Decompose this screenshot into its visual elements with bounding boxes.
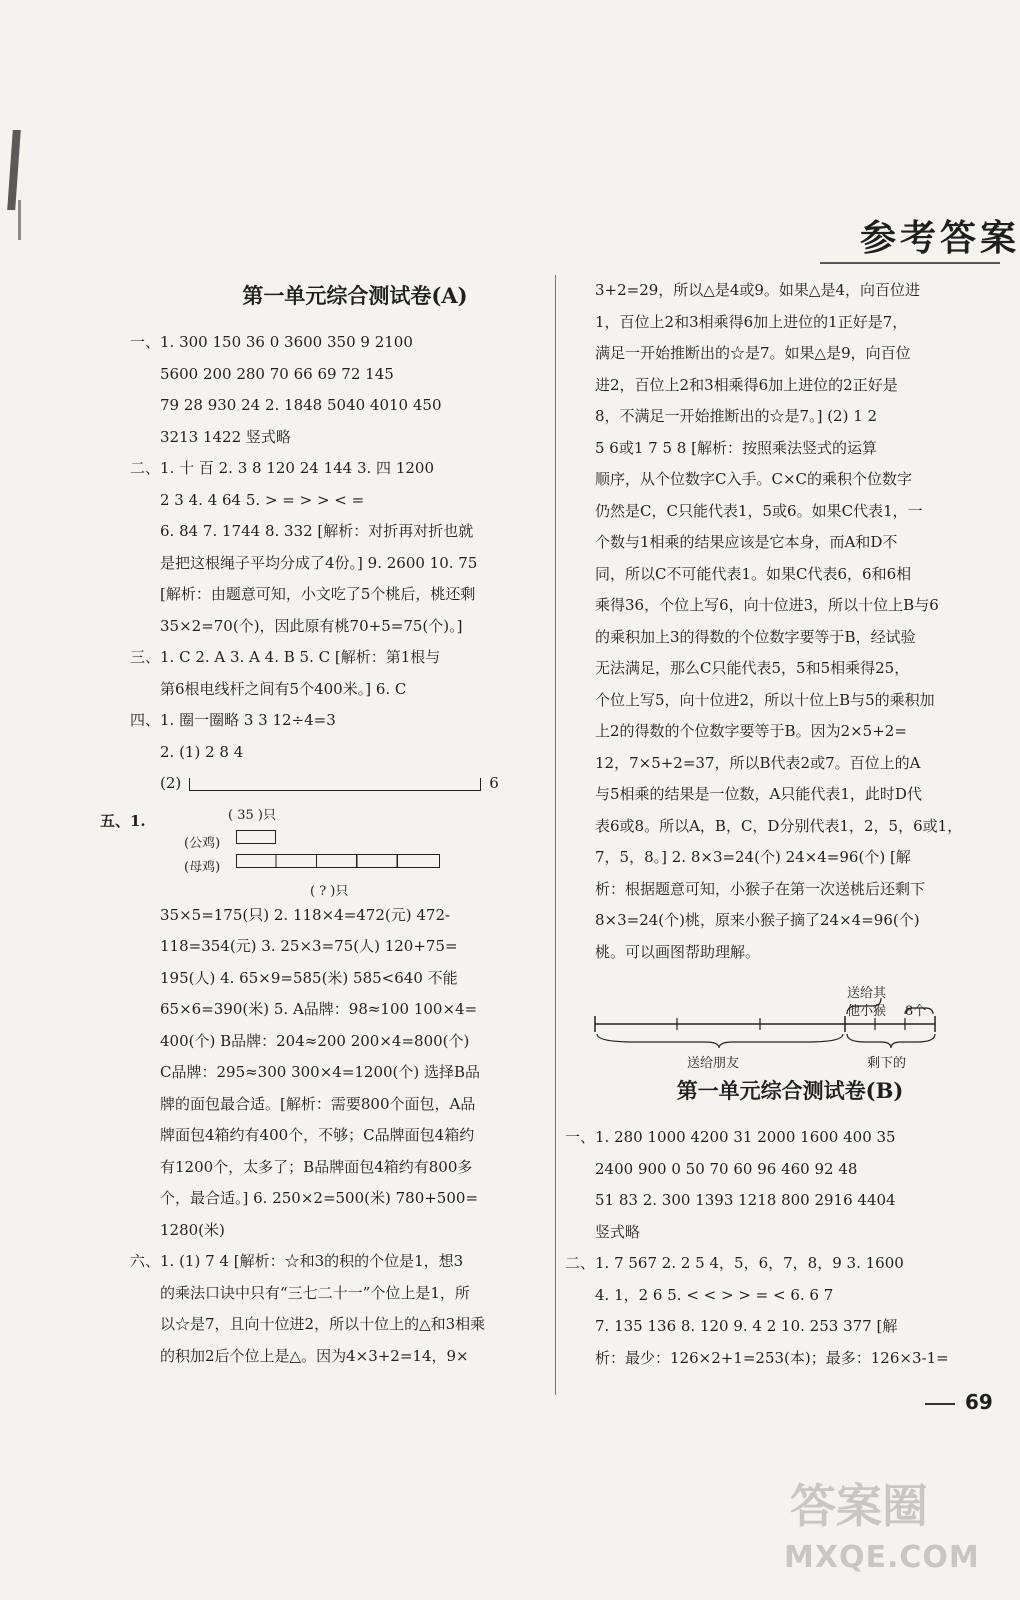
answer-line: 牌的面包最合适。[解析：需要800个面包，A品	[160, 1094, 476, 1113]
answer-line: 51 83 2. 300 1393 1218 800 2916 4404	[595, 1191, 896, 1209]
answer-line: 5 6或1 7 5 8 [解析：按照乘法竖式的运算	[595, 438, 877, 457]
answer-line: 一、1. 280 1000 4200 31 2000 1600 400 35	[565, 1128, 896, 1146]
answer-line: 进2，百位上2和3相乘得6加上进位的2正好是	[595, 375, 898, 394]
scan-edge-mark-small	[18, 200, 21, 240]
hen-label: (母鸡)	[184, 859, 221, 875]
answer-line: 二、1. 十 百 2. 3 8 120 24 144 3. 四 1200	[130, 459, 434, 477]
answer-line: 7，5，8。] 2. 8×3=24(个) 24×4=96(个) [解	[595, 848, 911, 866]
answer-line: 的乘积加上3的得数的个位数字要等于B，经试验	[595, 627, 916, 646]
hen-bar	[236, 854, 440, 868]
answer-line: 析：最少：126×2+1=253(本)；最多：126×3-1=	[595, 1348, 949, 1367]
answer-line: [解析：由题意可知，小文吃了5个桃后，桃还剩	[160, 585, 476, 603]
answer-line: 的乘法口诀中只有“三七二十一”个位上是1，所	[160, 1283, 470, 1302]
rooster-label: (公鸡)	[184, 835, 221, 851]
answer-line: 35×5=175(只) 2. 118×4=472(元) 472-	[160, 905, 451, 924]
right-column	[565, 275, 985, 1374]
answer-line: 79 28 930 24 2. 1848 5040 4010 450	[160, 396, 442, 414]
watermark-text-url: MXQE.COM	[784, 1540, 980, 1575]
scan-edge-mark	[7, 130, 21, 210]
answer-line: 3+2=29，所以△是4或9。如果△是4，向百位进	[595, 281, 921, 299]
answer-line: 1，百位上2和3相乘得6加上进位的1正好是7，	[595, 312, 908, 331]
answer-line: 以☆是7，且向十位进2，所以十位上的△和3相乘	[160, 1315, 486, 1333]
answer-line: 6. 84 7. 1744 8. 332 [解析：对折再对折也就	[160, 522, 474, 540]
answer-line: 8×3=24(个)桃，原来小猴子摘了24×4=96(个)	[595, 911, 920, 929]
left-column	[100, 275, 550, 1372]
answer-line: 表6或8。所以A，B，C，D分别代表1，2，5，6或1，	[595, 816, 963, 835]
answer-line: 三、1. C 2. A 3. A 4. B 5. C [解析：第1根与	[130, 648, 441, 666]
answer-line: 个数与1相乘的结果应该是它本身，而A和D不	[595, 533, 898, 551]
monkey-friends-label: 送给朋友	[687, 1056, 740, 1071]
watermark-text-cn: 答案圈	[790, 1479, 928, 1533]
line-segment-figure	[189, 778, 481, 791]
watermark-logo	[780, 1470, 990, 1590]
monkey-top-label-1: 送给其	[847, 986, 887, 1001]
answer-line: 400(个) B品牌：204≈200 200×4=800(个)	[160, 1031, 470, 1050]
answer-line: 仍然是C，C只能代表1，5或6。如果C代表1，一	[595, 501, 923, 520]
answer-line: 同，所以C不可能代表1。如果C代表6，6和6相	[595, 564, 912, 583]
answer-line: 的积加2后个位上是△。因为4×3+2=14，9×	[160, 1346, 469, 1365]
monkey-left-label: 剩下的	[867, 1056, 907, 1071]
answer-line: 2. (1) 2 8 4	[160, 742, 244, 761]
answer-line: 118=354(元) 3. 25×3=75(人) 120+75=	[160, 937, 458, 955]
page-header-title: 参考答案	[860, 217, 1020, 259]
section-title-a: 第一单元综合测试卷(A)	[242, 283, 468, 308]
answer-line: 2400 900 0 50 70 60 96 460 92 48	[595, 1159, 858, 1178]
answer-line: 六、1. (1) 7 4 [解析：☆和3的积的个位是1，想3	[130, 1252, 464, 1270]
answer-line: 桃。可以画图帮助理解。	[595, 942, 761, 961]
rooster-bar	[236, 830, 276, 844]
answer-line: 是把这根绳子平均分成了4份。] 9. 2600 10. 75	[160, 553, 478, 572]
answer-line: 第6根电线杆之间有5个400米。] 6. C	[160, 679, 407, 698]
answer-line: 四、1. 圈一圈略 3 3 12÷4=3	[130, 711, 336, 729]
segment-answer-line	[160, 768, 550, 800]
column-divider	[555, 275, 556, 1395]
answer-line: 4. 1，2 6 5. < < > > = < 6. 6 7	[595, 1285, 834, 1304]
answer-line: 7. 135 136 8. 120 9. 4 2 10. 253 377 [解	[595, 1317, 898, 1335]
header-rule	[820, 262, 1000, 264]
answer-line: 牌面包4箱约有400个，不够；C品牌面包4箱约	[160, 1126, 475, 1144]
answer-line: 析：根据题意可知，小猴子在第一次送桃后还剩下	[595, 879, 926, 898]
chick-bottom-label: ( ? )只	[310, 883, 349, 899]
answer-line: 65×6=390(米) 5. A品牌：98≈100 100×4=	[160, 1000, 478, 1018]
answer-line: 竖式略	[595, 1222, 641, 1241]
answer-line: 有1200个，太多了；B品牌面包4箱约有800多	[160, 1157, 473, 1176]
section-title-b: 第一单元综合测试卷(B)	[676, 1078, 904, 1103]
question-label: 五、1.	[100, 811, 146, 830]
answer-line: 2 3 4. 4 64 5. > = > > < =	[160, 490, 365, 509]
monkey-peach-diagram	[595, 968, 985, 1071]
answer-line: 个，最合适。] 6. 250×2=500(米) 780+500=	[160, 1189, 479, 1207]
monkey-eight-label: 8个	[905, 1004, 927, 1019]
answer-line: 与5相乘的结果是一位数，A只能代表1，此时D代	[595, 785, 922, 803]
answer-line: 满足一开始推断出的☆是7。如果△是9，向百位	[595, 344, 911, 362]
answer-line: 乘得36，个位上写6，向十位进3，所以十位上B与6	[595, 596, 939, 614]
answer-line: 无法满足，那么C只能代表5，5和5相乘得25，	[595, 659, 910, 677]
answer-line: 195(人) 4. 65×9=585(米) 585<640 不能	[160, 968, 458, 987]
monkey-top-label-2: 他小猴	[847, 1004, 887, 1019]
answer-line: 1280(米)	[160, 1220, 225, 1239]
answer-line: C品牌：295≈300 300×4=1200(个) 选择B品	[160, 1063, 481, 1081]
answer-line: 二、1. 7 567 2. 2 5 4，5，6，7，8，9 3. 1600	[565, 1254, 904, 1272]
answer-line: 5600 200 280 70 66 69 72 145	[160, 364, 394, 383]
answer-line: 个位上写5，向十位进2，所以十位上B与5的乘积加	[595, 690, 935, 709]
answer-line: 一、1. 300 150 36 0 3600 350 9 2100	[130, 333, 413, 351]
answer-line: 35×2=70(个)，因此原有桃70+5=75(个)。]	[160, 616, 463, 635]
page-number: 69	[965, 1390, 993, 1414]
answer-line: 8，不满足一开始推断出的☆是7。] (2) 1 2	[595, 407, 878, 425]
page-number-dash	[925, 1403, 955, 1405]
segment-suffix: 6	[489, 774, 499, 792]
chick-top-label: ( 35 )只	[228, 807, 276, 823]
answer-line: 3213 1422 竖式略	[160, 427, 291, 446]
answer-line: 上2的得数的个位数字要等于B。因为2×5+2=	[595, 722, 907, 740]
answer-line: 顺序，从个位数字C入手。C×C的乘积个位数字	[595, 470, 913, 488]
chicken-diagram	[100, 800, 550, 900]
segment-prefix: (2)	[160, 774, 182, 792]
answer-line: 12，7×5+2=37，所以B代表2或7。百位上的A	[595, 753, 921, 772]
monkey-segment-svg	[595, 968, 985, 1068]
